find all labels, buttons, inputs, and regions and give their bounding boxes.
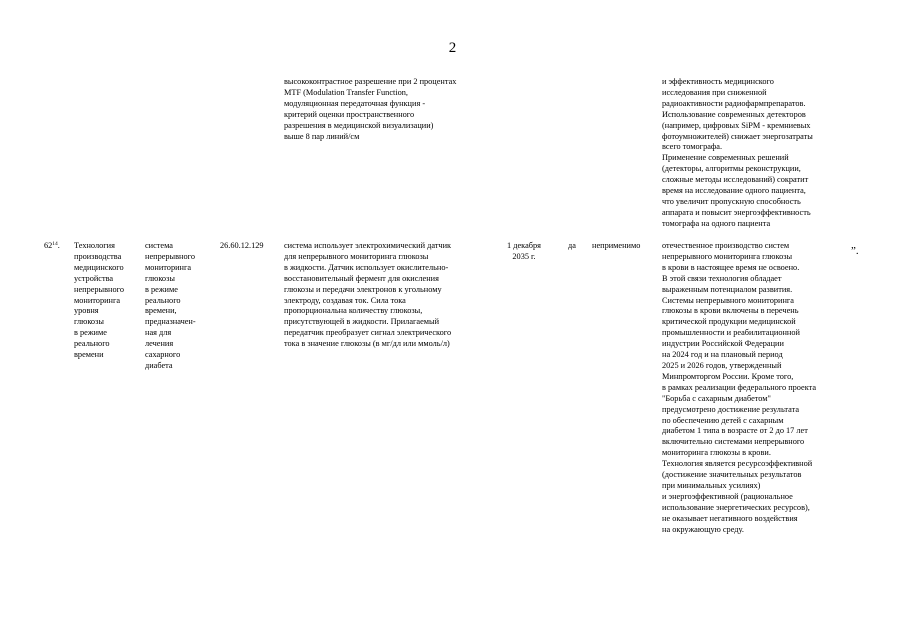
technology-name: Технология производства медицинского устройства непрерывного мониторинга уровня глюкозы в режиме реального времени — [74, 241, 124, 360]
row-number-suffix: . — [57, 241, 60, 250]
applicability-value: неприменимо — [592, 241, 641, 250]
product-name: система непрерывного мониторинга глюкозы в режиме реального времени, предназначен- ная для лечения сахарного диабета — [145, 241, 196, 370]
deadline-date: 1 декабря 2035 г. — [507, 241, 541, 261]
okpd-code: 26.60.12.129 — [220, 241, 264, 250]
prev-row-description: высококонтрастное разрешение при 2 процентах MTF (Modulation Transfer Function, модуляционная передаточная функция - критерий оценки пространственного разрешения в медицинской визуализации) выше 8 пар линий/см — [284, 77, 457, 141]
row-number-superscript: 14 — [52, 241, 58, 247]
page-number: 2 — [448, 40, 457, 56]
flag-value: да — [568, 241, 576, 250]
technology-description: система использует электрохимический датчик для непрерывного мониторинга глюкозы в жидкости. Датчик использует окислительно- восстановительный фермент для окисления глюкозы и передачи электронов к угольному электроду, создавая ток. Сила тока пропорциональна количеству глюкозы, присутствующей в жидкости. Прилагаемый передатчик преобразует сигнал электрического тока в значение глюкозы (в мг/дл или ммоль/л) — [284, 241, 452, 349]
row-number — [44, 241, 60, 252]
justification-text: отечественное производство систем непрерывного мониторинга глюкозы в крови в настоящее время не освоено. В этой связи технология обладает выраженным потенциалом развития. Системы непрерывного мониторинга глюкозы в крови включены в перечень критической продукции медицинской промышленности и реабилитационной индустрии Российской Федерации на 2024 год и на плановый период 2025 и 2026 годов, утвержденный Минпромторгом России. Кроме того, в рамках реализации федерального проекта "Борьба с сахарным диабетом" предусмотрено достижение результата по обеспечению детей с сахарным диабетом 1 типа в возрасте от 2 до 17 лет включительно системами непрерывного мониторинга глюкозы в крови. Технология является ресурсоэффективной (достижение значительных результатов при минимальных усилиях) и энергоэффективной (рациональное использование энергетических ресурсов), не оказывает негативного воздействия на окружающую среду. — [662, 241, 817, 534]
row-number-main: 62 — [44, 241, 53, 250]
closing-quote: ”. — [851, 245, 859, 257]
prev-row-justification: и эффективность медицинского исследования при сниженной радиоактивности радиофармпрепаратов. Использование современных детекторов (например, цифровых SiPM - кремниевых фотоумножителей) снижает энергозатраты всего томографа. Применение современных решений (детекторы, алгоритмы реконструкции, сложные методы исследований) сократит время на исследование одного пациента, что увеличит пропускную способность аппарата и повысит энергоэффективность томографа на одного пациента — [662, 77, 813, 228]
